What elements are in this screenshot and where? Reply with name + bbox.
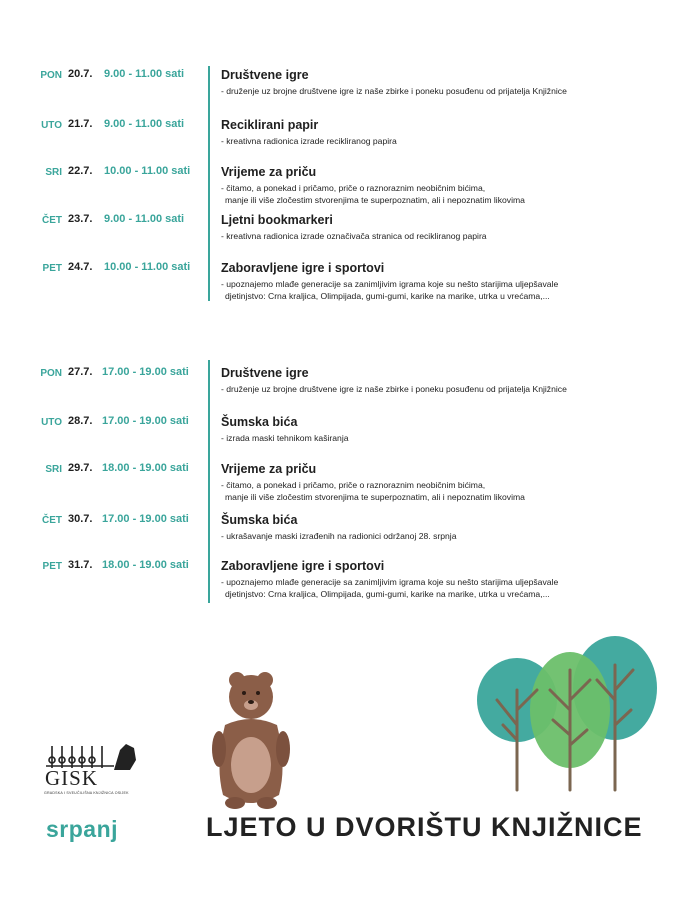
date-label: 31.7. xyxy=(68,559,93,571)
day-label: PET xyxy=(42,263,62,274)
event-description: - izrada maski tehnikom kaširanja xyxy=(221,433,349,443)
time-label: 9.00 - 11.00 sati xyxy=(104,118,185,130)
time-label: 10.00 - 11.00 sati xyxy=(104,165,191,177)
event-title: Vrijeme za priču xyxy=(221,165,317,179)
event-title: Šumska bića xyxy=(221,415,298,429)
day-label: ČET xyxy=(42,515,62,526)
date-label: 27.7. xyxy=(68,366,93,378)
month-label: srpanj xyxy=(46,816,119,842)
trees-illustration xyxy=(475,630,665,795)
bear-eye-right xyxy=(256,691,260,695)
time-label: 18.00 - 19.00 sati xyxy=(102,462,189,474)
gisk-logo xyxy=(44,740,142,802)
event-title: Zaboravljene igre i sportovi xyxy=(221,261,385,275)
event-title: Vrijeme za priču xyxy=(221,462,317,476)
bear-foot-left xyxy=(225,797,245,809)
event-description: - druženje uz brojne društvene igre iz naše zbirke i poneku posuđenu od prijatelja Knjižnice xyxy=(221,384,567,394)
day-label: PON xyxy=(40,368,62,379)
time-label: 17.00 - 19.00 sati xyxy=(102,366,189,378)
event-description: - ukrašavanje maski izrađenih na radionici održanoj 28. srpnja xyxy=(221,531,457,541)
time-label: 10.00 - 11.00 sati xyxy=(104,261,191,273)
day-label: SRI xyxy=(45,464,62,475)
event-title: Društvene igre xyxy=(221,366,309,380)
day-label: PON xyxy=(40,70,62,81)
time-label: 9.00 - 11.00 sati xyxy=(104,213,185,225)
event-title: Šumska bića xyxy=(221,513,298,527)
event-description: - upoznajemo mlađe generacije sa zanimljivim igrama koje su nešto starijima uljepšavale xyxy=(221,279,559,289)
time-label: 17.00 - 19.00 sati xyxy=(102,513,189,525)
event-description: - druženje uz brojne društvene igre iz naše zbirke i poneku posuđenu od prijatelja Knjižnice xyxy=(221,86,567,96)
event-title: Društvene igre xyxy=(221,68,309,82)
bear-arm-left xyxy=(212,731,226,767)
date-label: 30.7. xyxy=(68,513,93,525)
date-label: 21.7. xyxy=(68,118,93,130)
bear-illustration xyxy=(205,665,295,813)
day-label: UTO xyxy=(41,417,62,428)
bear-arm-right xyxy=(276,731,290,767)
event-description: - kreativna radionica izrade recikliranog papira xyxy=(221,136,397,146)
event-description: manje ili više zločestim stvorenjima te superpoznatim, ali i nepoznatim likovima xyxy=(225,492,525,502)
bear-head xyxy=(229,675,273,719)
week-1-divider xyxy=(208,66,210,301)
event-description: manje ili više zločestim stvorenjima te superpoznatim, ali i nepoznatim likovima xyxy=(225,195,525,205)
event-description: - čitamo, a ponekad i pričamo, priče o raznoraznim neobičnim bićima, xyxy=(221,480,486,490)
date-label: 23.7. xyxy=(68,213,93,225)
logo-text: GISK xyxy=(45,766,99,790)
day-label: PET xyxy=(42,561,62,572)
day-label: UTO xyxy=(41,120,62,131)
event-description: - upoznajemo mlađe generacije sa zanimljivim igrama koje su nešto starijima uljepšavale xyxy=(221,577,559,587)
date-label: 20.7. xyxy=(68,68,93,80)
event-description: - kreativna radionica izrade označivača stranica od recikliranog papira xyxy=(221,231,487,241)
bear-nose xyxy=(248,700,254,704)
event-title: Reciklirani papir xyxy=(221,118,319,132)
time-label: 18.00 - 19.00 sati xyxy=(102,559,189,571)
time-label: 17.00 - 19.00 sati xyxy=(102,415,189,427)
time-label: 9.00 - 11.00 sati xyxy=(104,68,185,80)
week-2-divider xyxy=(208,360,210,603)
event-description: - čitamo, a ponekad i pričamo, priče o raznoraznim neobičnim bićima, xyxy=(221,183,486,193)
event-title: Ljetni bookmarkeri xyxy=(221,213,333,227)
event-description: djetinjstvo: Crna kraljica, Olimpijada, gumi-gumi, karike na marike, utrka u vrećama,... xyxy=(225,291,550,301)
logo-subtext: GRADSKA I SVEUČILIŠNA KNJIŽNICA OSIJEK xyxy=(44,791,129,795)
event-description: djetinjstvo: Crna kraljica, Olimpijada, gumi-gumi, karike na marike, utrka u vrećama,... xyxy=(225,589,550,599)
event-title: Zaboravljene igre i sportovi xyxy=(221,559,385,573)
headline: LJETO U DVORIŠTU KNJIŽNICE xyxy=(206,812,643,842)
day-label: SRI xyxy=(45,167,62,178)
bear-eye-left xyxy=(242,691,246,695)
date-label: 28.7. xyxy=(68,415,93,427)
date-label: 22.7. xyxy=(68,165,93,177)
day-label: ČET xyxy=(42,215,62,226)
bear-foot-right xyxy=(257,797,277,809)
date-label: 29.7. xyxy=(68,462,93,474)
date-label: 24.7. xyxy=(68,261,93,273)
bear-belly xyxy=(231,737,271,793)
